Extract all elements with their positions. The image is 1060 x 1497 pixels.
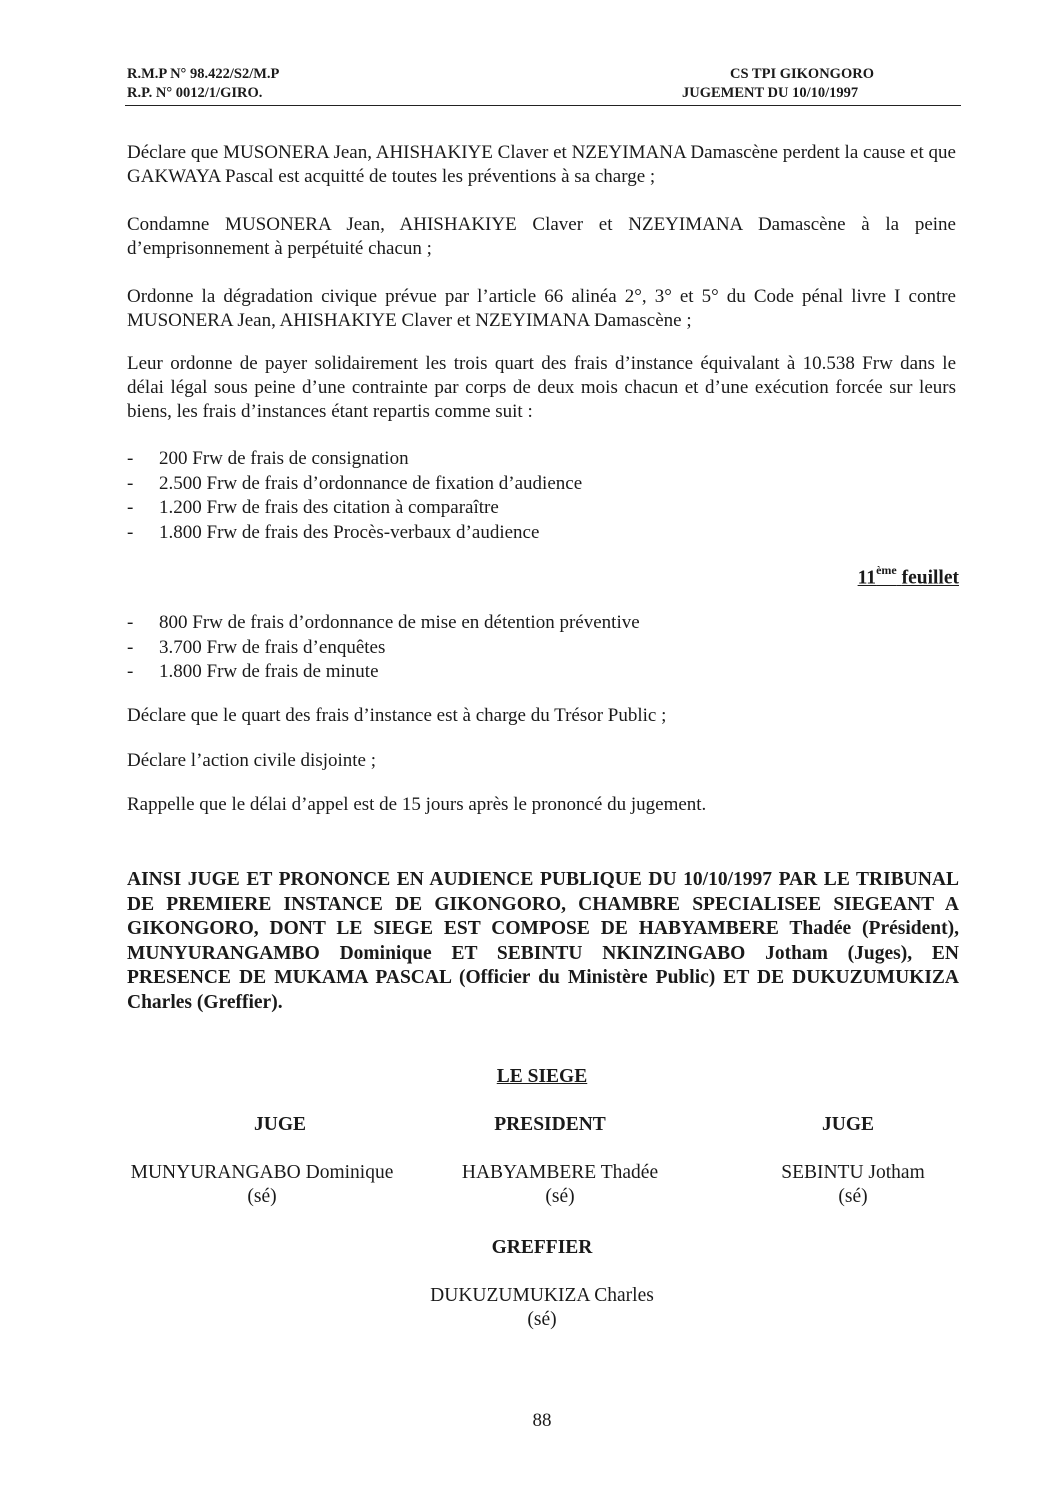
fees-list-2 [127, 611, 640, 685]
judge1-signature [112, 1161, 412, 1209]
feuillet-marker: 11ème feuillet [857, 563, 959, 589]
president-role: PRESIDENT [494, 1114, 606, 1135]
bullet: - [127, 521, 134, 543]
list-item: - 1.800 Frw de frais des Procès-verbaux d’audience [127, 521, 582, 546]
judge2-signature [703, 1161, 1003, 1209]
judgment-date: JUGEMENT DU 10/10/1997 [682, 85, 859, 101]
bullet: - [127, 448, 134, 469]
signed-mark: (sé) [545, 1186, 575, 1207]
greffier-signature [0, 1284, 1060, 1332]
judge1-name: MUNYURANGABO Dominique [130, 1162, 394, 1183]
rp-number: R.P. N° 0012/1/GIRO. [127, 85, 263, 101]
judge2-role: JUGE [821, 1114, 874, 1135]
signed-mark: (sé) [247, 1186, 277, 1207]
bullet: - [127, 661, 134, 682]
signed-mark: (sé) [838, 1186, 868, 1207]
bullet: - [127, 497, 134, 518]
paragraph-appeal: Rappelle que le délai d’appel est de 15 jours après le prononcé du jugement. [127, 794, 707, 815]
greffier-name: DUKUZUMUKIZA Charles [430, 1285, 654, 1306]
bullet: - [127, 636, 134, 658]
fees-list-1 [127, 447, 582, 545]
header-left [127, 65, 279, 103]
bullet: - [127, 472, 134, 494]
paragraph-civil-action: Déclare l’action civile disjointe ; [127, 750, 377, 771]
paragraph-sentence: Condamne MUSONERA Jean, AHISHAKIYE Claver et NZEYIMANA Damascène à la peine d’emprisonnement à perpétuité chacun ; [127, 214, 956, 259]
list-item: - 1.200 Frw de frais des citation à comparaître [127, 496, 582, 521]
court-name: CS TPI GIKONGORO [730, 66, 874, 82]
judge2-name: SEBINTU Jotham [781, 1162, 925, 1183]
judge1-role: JUGE [253, 1114, 306, 1135]
paragraph-public-treasury: Déclare que le quart des frais d’instance est à charge du Trésor Public ; [127, 705, 667, 726]
header-rule [125, 105, 961, 106]
rmp-number: R.M.P N° 98.422/S2/M.P [127, 66, 280, 82]
president-name: HABYAMBERE Thadée [461, 1162, 659, 1183]
list-item: - 800 Frw de frais d’ordonnance de mise en détention préventive [127, 611, 640, 636]
header-right [682, 65, 892, 103]
list-item: - 1.800 Frw de frais de minute [127, 660, 640, 685]
bullet: - [127, 612, 134, 633]
paragraph-verdict-parties: Déclare que MUSONERA Jean, AHISHAKIYE Claver et NZEYIMANA Damascène perdent la cause et que GAKWAYA Pascal est acquitté de toutes les préventions à sa charge ; [127, 142, 956, 187]
signed-mark: (sé) [527, 1309, 557, 1330]
siege-title: LE SIEGE [496, 1066, 588, 1087]
list-item: - 3.700 Frw de frais d’enquêtes [127, 636, 640, 661]
page-number: 88 [532, 1410, 552, 1431]
greffier-role: GREFFIER [491, 1237, 593, 1258]
list-item: - 2.500 Frw de frais d’ordonnance de fixation d’audience [127, 472, 582, 497]
verdict-statement: AINSI JUGE ET PRONONCE EN AUDIENCE PUBLIQUE DU 10/10/1997 PAR LE TRIBUNAL DE PREMIERE INSTANCE DE GIKONGORO, CHAMBRE SPECIALISEE SIEGEANT A GIKONGORO, DONT LE SIEGE EST COMPOSE DE HABYAMBERE Thadée (Président), MUNYURANGAMBO Dominique ET SEBINTU NKINZINGABO Jotham (Juges), EN PRESENCE DE MUKAMA PASCAL (Officier du Ministère Public) ET DE DUKUZUMUKIZA Charles (Greffier). [127, 869, 959, 1013]
paragraph-costs: Leur ordonne de payer solidairement les trois quart des frais d’instance équivalant à 10.538 Frw dans le délai légal sous peine d’une contrainte par corps de deux mois chacun et d’une exécution forcée sur leurs biens, les frais d’instances étant repartis comme suit : [127, 353, 956, 422]
paragraph-civic-degradation: Ordonne la dégradation civique prévue par l’article 66 alinéa 2°, 3° et 5° du Code pénal livre I contre MUSONERA Jean, AHISHAKIYE Claver et NZEYIMANA Damascène ; [127, 286, 956, 331]
list-item: - 200 Frw de frais de consignation [127, 447, 582, 472]
president-signature [410, 1161, 710, 1209]
